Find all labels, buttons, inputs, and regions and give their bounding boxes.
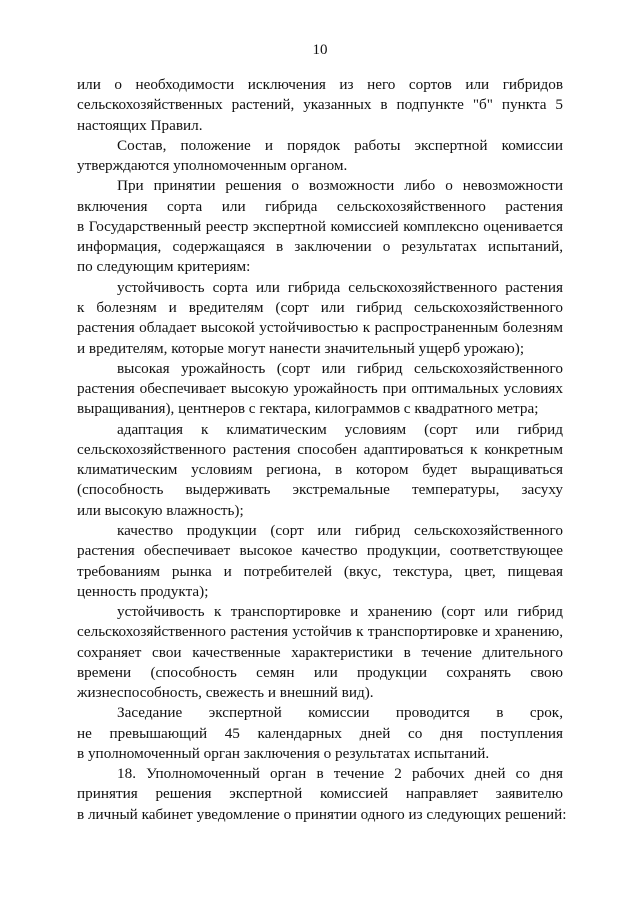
text-line: информация, содержащаяся в заключении о результатах испытаний,: [77, 238, 563, 256]
text-line: сельскохозяйственного растения устойчив к транспортировке и хранению,: [77, 623, 563, 641]
text-line: 18. Уполномоченный орган в течение 2 рабочих дней со дня: [117, 765, 563, 783]
text-line: растения обеспечивает высокую урожайность при оптимальных условиях: [77, 380, 563, 398]
text-line: качество продукции (сорт или гибрид сельскохозяйственного: [117, 521, 563, 539]
text-line: или о необходимости исключения из него сортов или гибридов: [77, 76, 563, 93]
text-line: растения обладает высокой устойчивостью к распространенным болезням: [77, 319, 563, 337]
text-line: и вредителям, которые могут нанести значительный ущерб урожаю);: [77, 339, 525, 357]
text-line: устойчивость к транспортировке и хранению (сорт или гибрид: [117, 603, 563, 620]
text-line: принятия решения экспертной комиссией направляет заявителю: [77, 785, 563, 803]
text-line: устойчивость сорта или гибрида сельскохозяйственного растения: [117, 278, 563, 296]
text-line: сохраняет свои качественные характеристики в течение длительного: [77, 643, 563, 661]
text-line: в уполномоченный орган заключения о результатах испытаний.: [77, 744, 490, 762]
text-line: растения обеспечивает высокое качество продукции, соответствующее: [77, 542, 563, 560]
text-line: или высокую влажность);: [77, 501, 244, 519]
text-line: При принятии решения о возможности либо о невозможности: [117, 177, 563, 195]
text-line: в Государственный реестр экспертной комиссией комплексно оценивается: [77, 217, 563, 235]
text-line: жизнеспособность, свежесть и внешний вид).: [77, 684, 374, 702]
text-line: включения сорта или гибрида сельскохозяйственного растения: [77, 197, 563, 215]
page-number: 10: [312, 42, 328, 58]
text-line: Заседание экспертной комиссии проводится в срок,: [117, 704, 563, 722]
text-line: в личный кабинет уведомление о принятии одного из следующих решений:: [77, 805, 567, 823]
text-line: настоящих Правил.: [77, 116, 203, 134]
text-line: не превышающий 45 календарных дней со дня поступления: [77, 724, 563, 742]
text-line: Состав, положение и порядок работы экспертной комиссии: [117, 136, 563, 154]
text-line: высокая урожайность (сорт или гибрид сельскохозяйственного: [117, 359, 563, 377]
text-line: сельскохозяйственного растения способен адаптироваться к конкретным: [77, 440, 563, 458]
text-line: к болезням и вредителям (сорт или гибрид сельскохозяйственного: [77, 299, 563, 316]
text-line: (способность выдерживать экстремальные температуры, засуху: [77, 481, 563, 499]
text-line: по следующим критериям:: [77, 258, 251, 276]
text-line: адаптация к климатическим условиям (сорт или гибрид: [117, 420, 563, 438]
text-line: утверждаются уполномоченным органом.: [77, 157, 348, 175]
text-line: требованиям рынка и потребителей (вкус, текстура, цвет, пищевая: [77, 562, 563, 580]
text-line: выращивания), центнеров с гектара, килограммов с квадратного метра;: [77, 400, 539, 418]
text-line: климатическим условиям региона, в котором будет выращиваться: [77, 461, 563, 479]
text-line: сельскохозяйственных растений, указанных в подпункте "б" пункта 5: [77, 96, 563, 114]
text-line: времени (способность семян или продукции сохранять свою: [77, 663, 563, 681]
text-line: ценность продукта);: [77, 582, 209, 600]
